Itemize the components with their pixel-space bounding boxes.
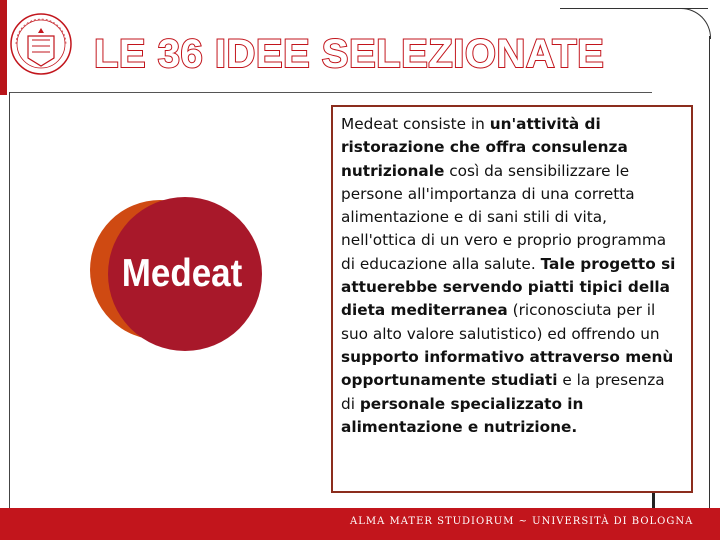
description-segment: così da sensibilizzare le persone all'importanza di una corretta alimentazione e di sani stili di vita, nell'ottica di un vero e proprio programma di educazione alla salute.	[341, 161, 667, 273]
frame-line	[709, 36, 710, 508]
description-textbox	[331, 105, 693, 493]
description-bold-segment: supporto informativo attraverso menù opportunamente studiati	[341, 347, 674, 390]
left-accent-stripe	[0, 0, 7, 95]
frame-corner	[680, 8, 711, 39]
description-segment: e la presenza di	[341, 371, 665, 413]
description-segment: Medeat consiste in	[341, 115, 490, 133]
description-bold-segment: Tale progetto si attuerebbe servendo piatti tipici della dieta mediterranea	[341, 254, 676, 320]
frame-line	[9, 92, 10, 508]
description-segment: (riconosciuta per il suo alto valore salutistico) ed offrendo un	[341, 301, 660, 343]
page-title: LE 36 IDEE SELEZIONATE	[94, 32, 605, 76]
footer-university-name: ALMA MATER STUDIORUM ~ UNIVERSITÀ DI BOLOGNA	[350, 516, 694, 527]
description-text	[341, 115, 675, 436]
medeat-logo-text: Medeat	[121, 250, 243, 295]
description-bold-segment: un'attività di ristorazione che offra consulenza nutrizionale	[341, 115, 628, 180]
medeat-logo	[88, 184, 268, 364]
header-divider	[10, 92, 652, 93]
university-seal-logo	[8, 4, 74, 90]
description-bold-segment: personale specializzato in alimentazione e nutrizione.	[341, 394, 584, 436]
